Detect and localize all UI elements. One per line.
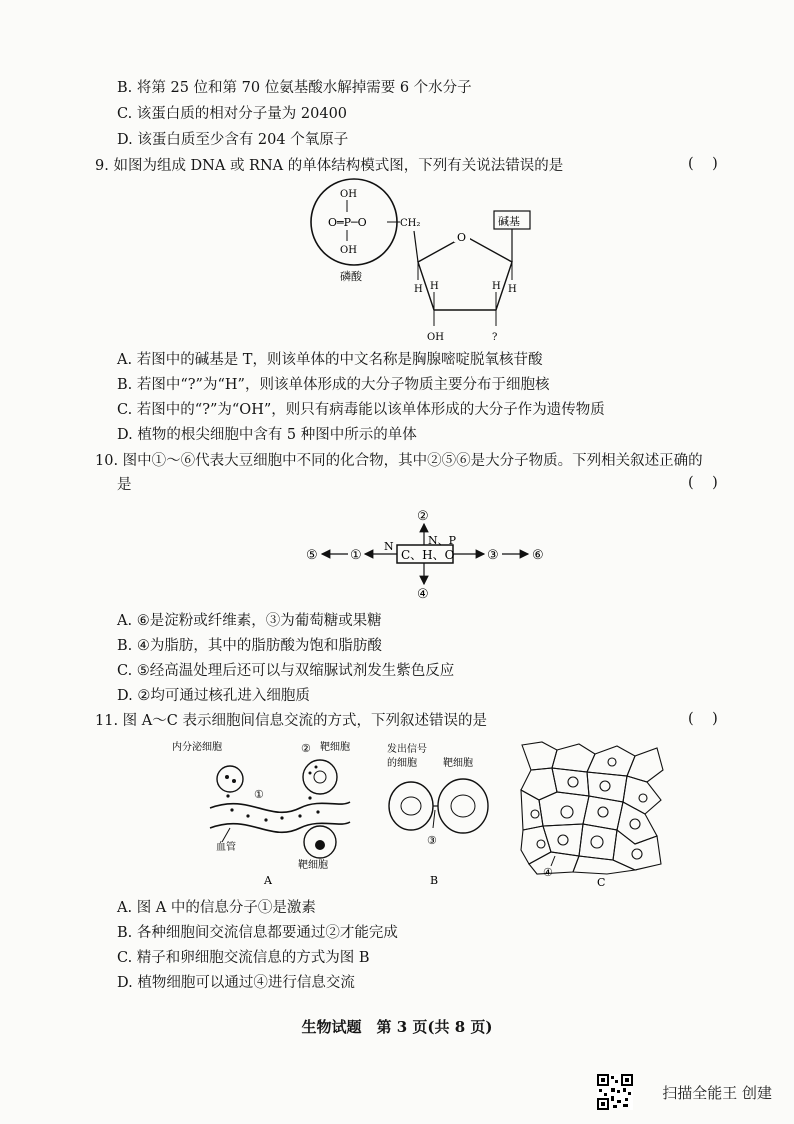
- h-right: H: [508, 284, 517, 295]
- q9-answer-paren: ( ): [688, 156, 718, 172]
- q10-option-a: A. ⑥是淀粉或纤维素，③为葡萄糖或果糖: [117, 613, 382, 629]
- phosphate-oh-top: OH: [340, 189, 357, 200]
- q9-option-d: D. 植物的根尖细胞中含有 5 种图中所示的单体: [117, 427, 417, 443]
- q11-answer-paren: ( ): [688, 711, 718, 727]
- h-lower-right: H: [492, 281, 501, 292]
- q10-stem-line2: 是: [117, 477, 132, 493]
- n-label: N: [384, 540, 394, 553]
- figure-a-caption: A: [264, 874, 272, 887]
- compound-5: ⑤: [306, 548, 318, 563]
- signal-cell-label-2: 的细胞: [387, 758, 417, 769]
- q11-option-a: A. 图 A 中的信息分子①是激素: [117, 900, 316, 916]
- q9-stem: 9. 如图为组成 DNA 或 RNA 的单体结构模式图，下列有关说法错误的是: [95, 158, 564, 174]
- q8-option-d: D. 该蛋白质至少含有 204 个氧原子: [117, 132, 349, 148]
- nucleotide-structure-diagram: [300, 178, 560, 348]
- phosphate-label: 磷酸: [340, 270, 362, 283]
- q10-option-d: D. ②均可通过核孔进入细胞质: [117, 688, 310, 704]
- base-box: 碱基: [498, 215, 520, 228]
- h-left: H: [414, 284, 423, 295]
- figure-c-caption: C: [597, 876, 606, 888]
- q10-option-b: B. ④为脂肪，其中的脂肪酸为饱和脂肪酸: [117, 638, 382, 654]
- q11-option-c: C. 精子和卵细胞交流信息的方式为图 B: [117, 950, 370, 966]
- marker-3: ③: [427, 834, 437, 847]
- q11-option-b: B. 各种细胞间交流信息都要通过②才能完成: [117, 925, 398, 941]
- q11-option-d: D. 植物细胞可以通过④进行信息交流: [117, 975, 355, 991]
- target-cell-label: 靶细胞: [443, 758, 473, 769]
- np-label: N、P: [428, 534, 457, 547]
- marker-1: ①: [254, 788, 264, 801]
- target-cell-bottom-label: 靶细胞: [298, 860, 328, 871]
- phosphate-core: O═P─O: [328, 216, 367, 229]
- target-cell-top-label: 靶细胞: [320, 742, 350, 753]
- center-elements: C、H、O: [401, 548, 455, 562]
- ring-oxygen: O: [457, 231, 467, 244]
- compound-4: ④: [417, 587, 429, 602]
- compound-1: ①: [350, 548, 362, 563]
- figure-b-caption: B: [430, 874, 439, 887]
- phosphate-oh-bottom: OH: [340, 245, 357, 256]
- sugar-oh: OH: [427, 332, 444, 343]
- scanner-watermark: 扫描全能王 创建: [662, 1084, 772, 1102]
- figure-b-direct-contact: [385, 740, 495, 888]
- marker-2: ②: [301, 742, 311, 755]
- figure-a-endocrine-signaling: [170, 738, 370, 888]
- q9-option-b: B. 若图中“?”为“H”，则该单体形成的大分子物质主要分布于细胞核: [117, 377, 550, 393]
- q9-option-a: A. 若图中的碱基是 T，则该单体的中文名称是胸腺嘧啶脱氧核苷酸: [117, 352, 543, 368]
- signal-cell-label-1: 发出信号: [387, 744, 427, 755]
- compound-6: ⑥: [532, 548, 544, 563]
- q10-answer-paren: ( ): [688, 475, 718, 491]
- q9-option-c: C. 若图中的“?”为“OH”，则只有病毒能以该单体形成的大分子作为遗传物质: [117, 402, 605, 418]
- compound-2: ②: [417, 509, 429, 524]
- q11-stem: 11. 图 A～C 表示细胞间信息交流的方式，下列叙述错误的是: [95, 713, 487, 729]
- qr-code-icon: [597, 1074, 633, 1110]
- h-lower-left: H: [430, 281, 439, 292]
- q8-option-c: C. 该蛋白质的相对分子量为 20400: [117, 106, 348, 122]
- q8-option-b: B. 将第 25 位和第 70 位氨基酸水解掉需要 6 个水分子: [117, 80, 472, 96]
- q10-stem-line1: 10. 图中①～⑥代表大豆细胞中不同的化合物，其中②⑤⑥是大分子物质。下列相关叙述正确的: [95, 453, 703, 469]
- q10-option-c: C. ⑤经高温处理后还可以与双缩脲试剂发生紫色反应: [117, 663, 455, 679]
- compound-relationship-diagram: [300, 502, 560, 602]
- marker-4: ④: [543, 866, 553, 879]
- unknown-group: ?: [492, 332, 498, 343]
- page-footer: 生物试题 第 3 页(共 8 页): [301, 1018, 493, 1036]
- endocrine-cell-label: 内分泌细胞: [172, 742, 222, 753]
- ch2-label: CH₂: [400, 218, 421, 229]
- compound-3: ③: [487, 548, 499, 563]
- figure-c-plant-tissue: [517, 740, 667, 888]
- vessel-label: 血管: [216, 842, 236, 853]
